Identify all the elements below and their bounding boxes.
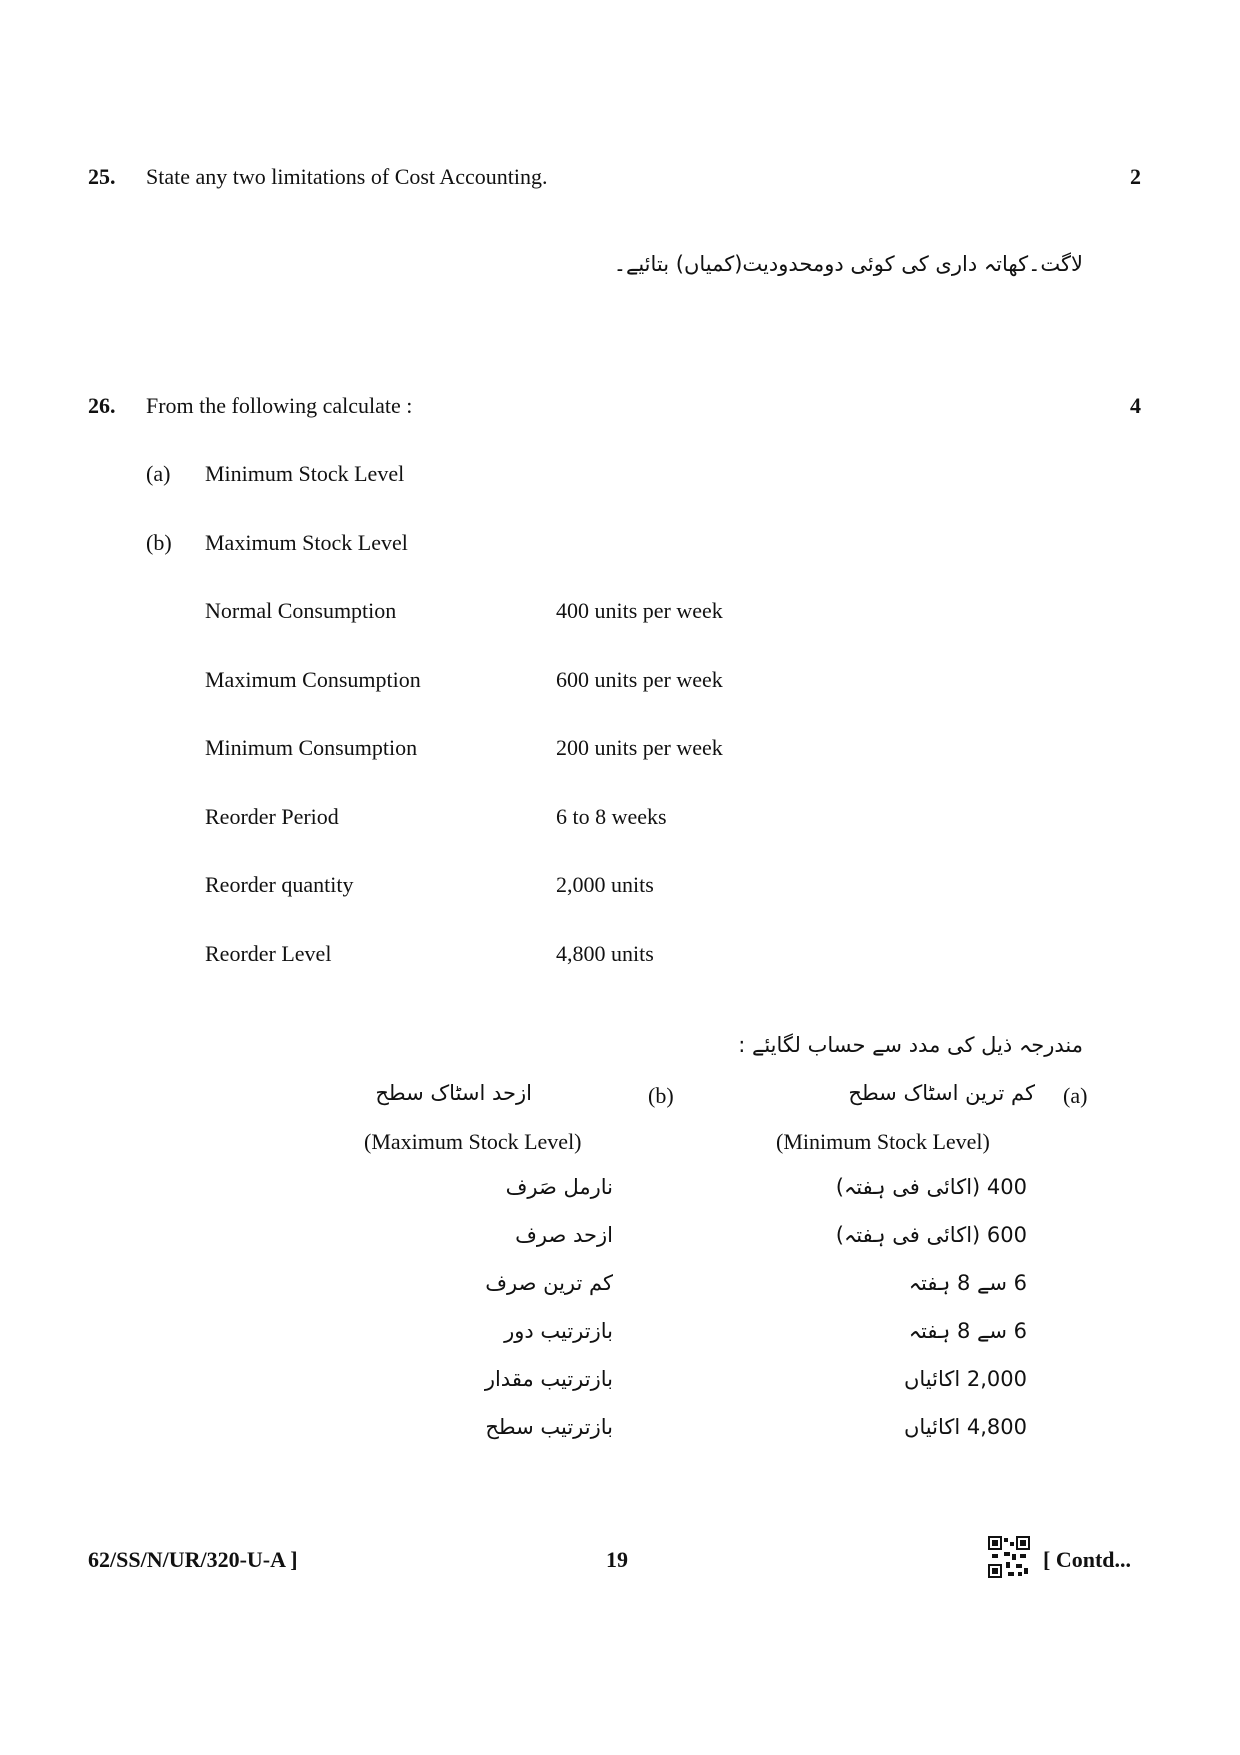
urdu-part-a-label: (a) [1063,1083,1088,1108]
urdu-row-value: 2,000 اکائیاں [903,1367,1027,1391]
data-value: 400 units per week [556,598,723,623]
qr-code-icon [988,1536,1030,1578]
data-value: 4,800 units [556,941,654,966]
footer-page-number: 19 [606,1547,628,1572]
urdu-part-b-text: ازحد اسٹاک سطح [375,1081,532,1105]
urdu-part-a-english: (Minimum Stock Level) [776,1129,990,1154]
data-item: Reorder Level [205,941,332,966]
data-value: 600 units per week [556,667,723,692]
q26-marks: 4 [1130,393,1141,418]
urdu-part-b-label: (b) [648,1083,674,1108]
urdu-row-value: 400 (اکائی فی ہفتہ) [835,1175,1027,1199]
urdu-part-b-english: (Maximum Stock Level) [364,1129,582,1154]
q26-part-b-label: (b) [146,530,172,555]
data-item: Reorder quantity [205,872,354,897]
urdu-row-value: 6 سے 8 ہفتہ [908,1271,1027,1295]
q25-text: State any two limitations of Cost Accounting. [146,164,548,189]
q25-number: 25. [88,164,116,189]
footer-continued: [ Contd... [1043,1547,1132,1572]
q26-intro: From the following calculate : [146,393,413,418]
q26-part-a-label: (a) [146,461,171,486]
q26-urdu-intro: مندرجہ ذیل کی مدد سے حساب لگایئے : [738,1033,1083,1057]
q25-marks: 2 [1130,164,1141,189]
data-item: Maximum Consumption [205,667,421,692]
urdu-row-value: 4,800 اکائیاں [903,1415,1027,1439]
q26-part-a-text: Minimum Stock Level [205,461,405,486]
q26-part-b-text: Maximum Stock Level [205,530,408,555]
urdu-row-item: بازترتیب دور [504,1319,613,1343]
data-item: Minimum Consumption [205,735,418,760]
urdu-row-item: کم ترین صرف [485,1271,613,1295]
urdu-part-a-text: کم ترین اسٹاک سطح [848,1081,1035,1105]
urdu-row-item: بازترتیب سطح [485,1415,613,1439]
urdu-row-value: 600 (اکائی فی ہفتہ) [835,1223,1027,1247]
q26-number: 26. [88,393,116,418]
urdu-row-item: بازترتیب مقدار [484,1367,613,1391]
data-value: 200 units per week [556,735,723,760]
data-value: 6 to 8 weeks [556,804,667,829]
urdu-row-item: نارمل صَرف [505,1175,613,1199]
data-item: Normal Consumption [205,598,397,623]
urdu-row-item: ازحد صرف [515,1223,613,1247]
data-item: Reorder Period [205,804,339,829]
data-value: 2,000 units [556,872,654,897]
urdu-row-value: 6 سے 8 ہفتہ [908,1319,1027,1343]
footer-paper-code: 62/SS/N/UR/320-U-A ] [88,1547,298,1572]
q25-urdu-text: لاگت۔کھاتہ داری کی کوئی دومحدودیت(کمیاں) بتائیے۔ [613,252,1083,276]
